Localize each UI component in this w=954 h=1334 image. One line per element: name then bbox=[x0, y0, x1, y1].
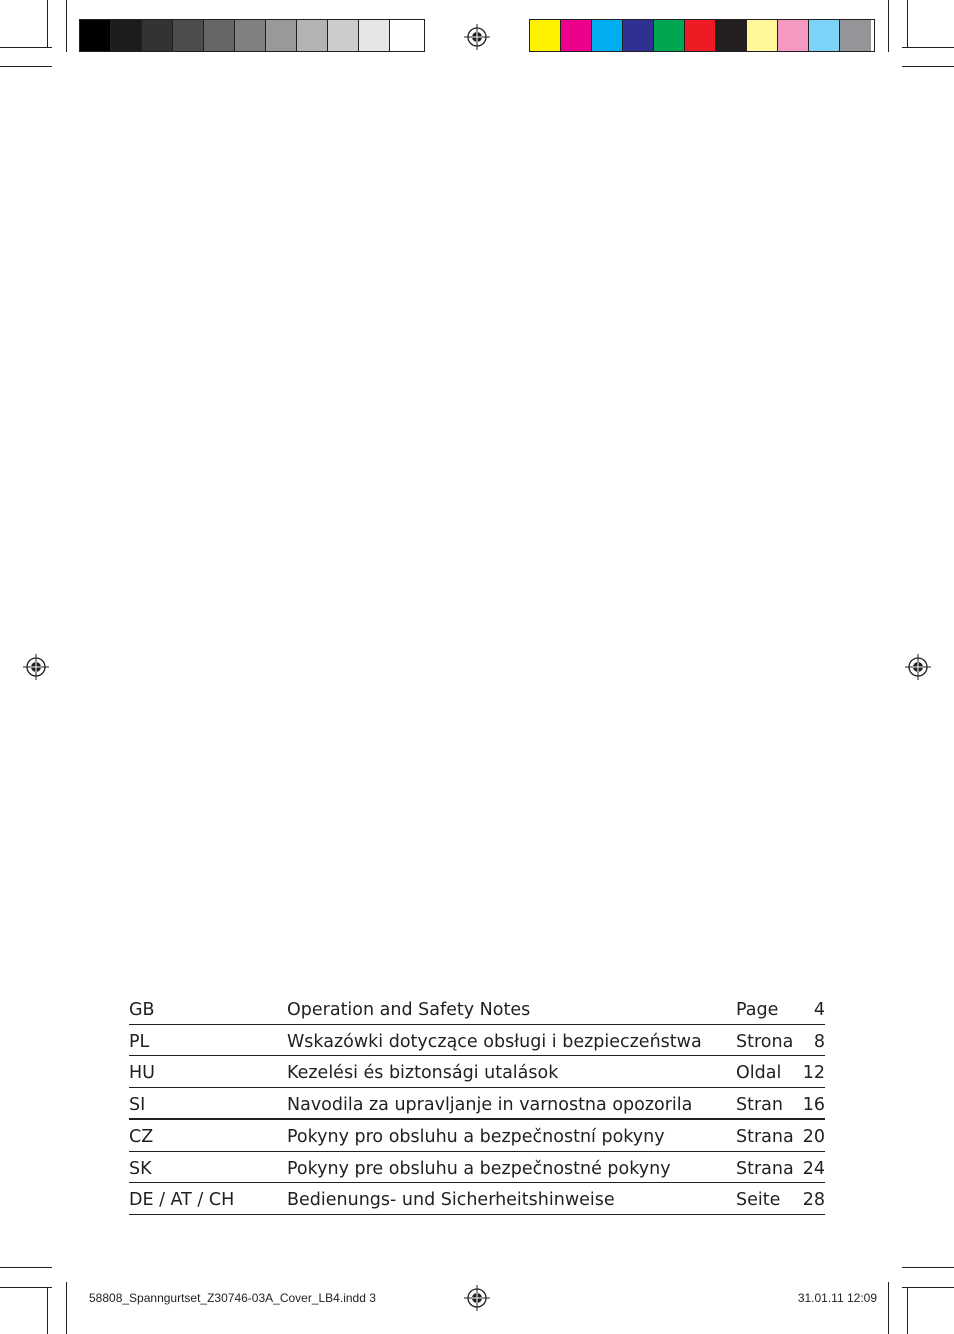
color-swatch bbox=[297, 20, 328, 51]
toc-page-label: Strana bbox=[736, 1119, 794, 1151]
registration-mark-icon bbox=[905, 654, 931, 680]
toc-language-code: DE / AT / CH bbox=[129, 1183, 287, 1215]
crop-mark bbox=[47, 1287, 48, 1334]
crop-mark bbox=[902, 1287, 954, 1288]
color-calibration-bar bbox=[529, 19, 875, 52]
toc-row bbox=[129, 1151, 825, 1183]
toc-page-number: 4 bbox=[794, 993, 825, 1024]
color-swatch bbox=[142, 20, 173, 51]
color-swatch bbox=[328, 20, 359, 51]
crop-mark bbox=[0, 47, 52, 48]
toc-page-number: 8 bbox=[794, 1024, 825, 1056]
color-swatch bbox=[685, 20, 716, 51]
color-swatch bbox=[778, 20, 809, 51]
toc-section-title: Pokyny pre obsluhu a bezpečnostné pokyny bbox=[287, 1151, 736, 1183]
toc-page-number: 24 bbox=[794, 1151, 825, 1183]
crop-mark bbox=[66, 1282, 67, 1334]
toc-row bbox=[129, 993, 825, 1024]
toc-section-title: Bedienungs- und Sicherheitshinweise bbox=[287, 1183, 736, 1215]
toc-page-number: 20 bbox=[794, 1119, 825, 1151]
crop-mark bbox=[0, 66, 52, 67]
grayscale-calibration-bar bbox=[79, 19, 425, 52]
language-table-of-contents bbox=[129, 993, 825, 1215]
toc-section-title: Pokyny pro obsluhu a bezpečnostní pokyny bbox=[287, 1119, 736, 1151]
color-swatch bbox=[390, 20, 421, 51]
color-swatch bbox=[809, 20, 840, 51]
toc-language-code: CZ bbox=[129, 1119, 287, 1151]
crop-mark bbox=[0, 1267, 52, 1268]
crop-mark bbox=[907, 1287, 908, 1334]
toc-page-label: Oldal bbox=[736, 1056, 794, 1088]
toc-page-number: 16 bbox=[794, 1087, 825, 1119]
color-swatch bbox=[840, 20, 871, 51]
color-swatch bbox=[561, 20, 592, 51]
file-slug: 58808_Spanngurtset_Z30746-03A_Cover_LB4.indd 3 bbox=[89, 1291, 376, 1305]
toc-language-code: HU bbox=[129, 1056, 287, 1088]
registration-mark-icon bbox=[464, 1285, 490, 1311]
toc-row bbox=[129, 1024, 825, 1056]
toc-language-code: GB bbox=[129, 993, 287, 1024]
color-swatch bbox=[266, 20, 297, 51]
toc-row bbox=[129, 1119, 825, 1151]
color-swatch bbox=[530, 20, 561, 51]
toc-page-label: Strana bbox=[736, 1151, 794, 1183]
color-swatch bbox=[204, 20, 235, 51]
toc-section-title: Navodila za upravljanje in varnostna opozorila bbox=[287, 1087, 736, 1119]
toc-page-label: Page bbox=[736, 993, 794, 1024]
toc-page-number: 28 bbox=[794, 1183, 825, 1215]
crop-mark bbox=[66, 0, 67, 52]
registration-mark-icon bbox=[464, 24, 490, 50]
crop-mark bbox=[47, 0, 48, 47]
toc-page-label: Seite bbox=[736, 1183, 794, 1215]
crop-mark bbox=[888, 0, 889, 52]
toc-language-code: PL bbox=[129, 1024, 287, 1056]
toc-language-code: SI bbox=[129, 1087, 287, 1119]
crop-mark bbox=[0, 1287, 52, 1288]
color-swatch bbox=[80, 20, 111, 51]
color-swatch bbox=[592, 20, 623, 51]
color-swatch bbox=[747, 20, 778, 51]
toc-row bbox=[129, 1183, 825, 1215]
color-swatch bbox=[359, 20, 390, 51]
toc-page-label: Stran bbox=[736, 1087, 794, 1119]
toc-page-number: 12 bbox=[794, 1056, 825, 1088]
color-swatch bbox=[716, 20, 747, 51]
crop-mark bbox=[902, 1267, 954, 1268]
crop-mark bbox=[902, 47, 954, 48]
toc-section-title: Wskazówki dotyczące obsługi i bezpieczeństwa bbox=[287, 1024, 736, 1056]
color-swatch bbox=[111, 20, 142, 51]
toc-language-code: SK bbox=[129, 1151, 287, 1183]
registration-mark-icon bbox=[23, 654, 49, 680]
color-swatch bbox=[173, 20, 204, 51]
crop-mark bbox=[907, 0, 908, 47]
toc-page-label: Strona bbox=[736, 1024, 794, 1056]
color-swatch bbox=[623, 20, 654, 51]
color-swatch bbox=[654, 20, 685, 51]
print-date-slug: 31.01.11 12:09 bbox=[797, 1291, 877, 1305]
toc-row bbox=[129, 1087, 825, 1119]
crop-mark bbox=[888, 1282, 889, 1334]
color-swatch bbox=[235, 20, 266, 51]
crop-mark bbox=[902, 66, 954, 67]
toc-section-title: Kezelési és biztonsági utalások bbox=[287, 1056, 736, 1088]
toc-row bbox=[129, 1056, 825, 1088]
toc-section-title: Operation and Safety Notes bbox=[287, 993, 736, 1024]
